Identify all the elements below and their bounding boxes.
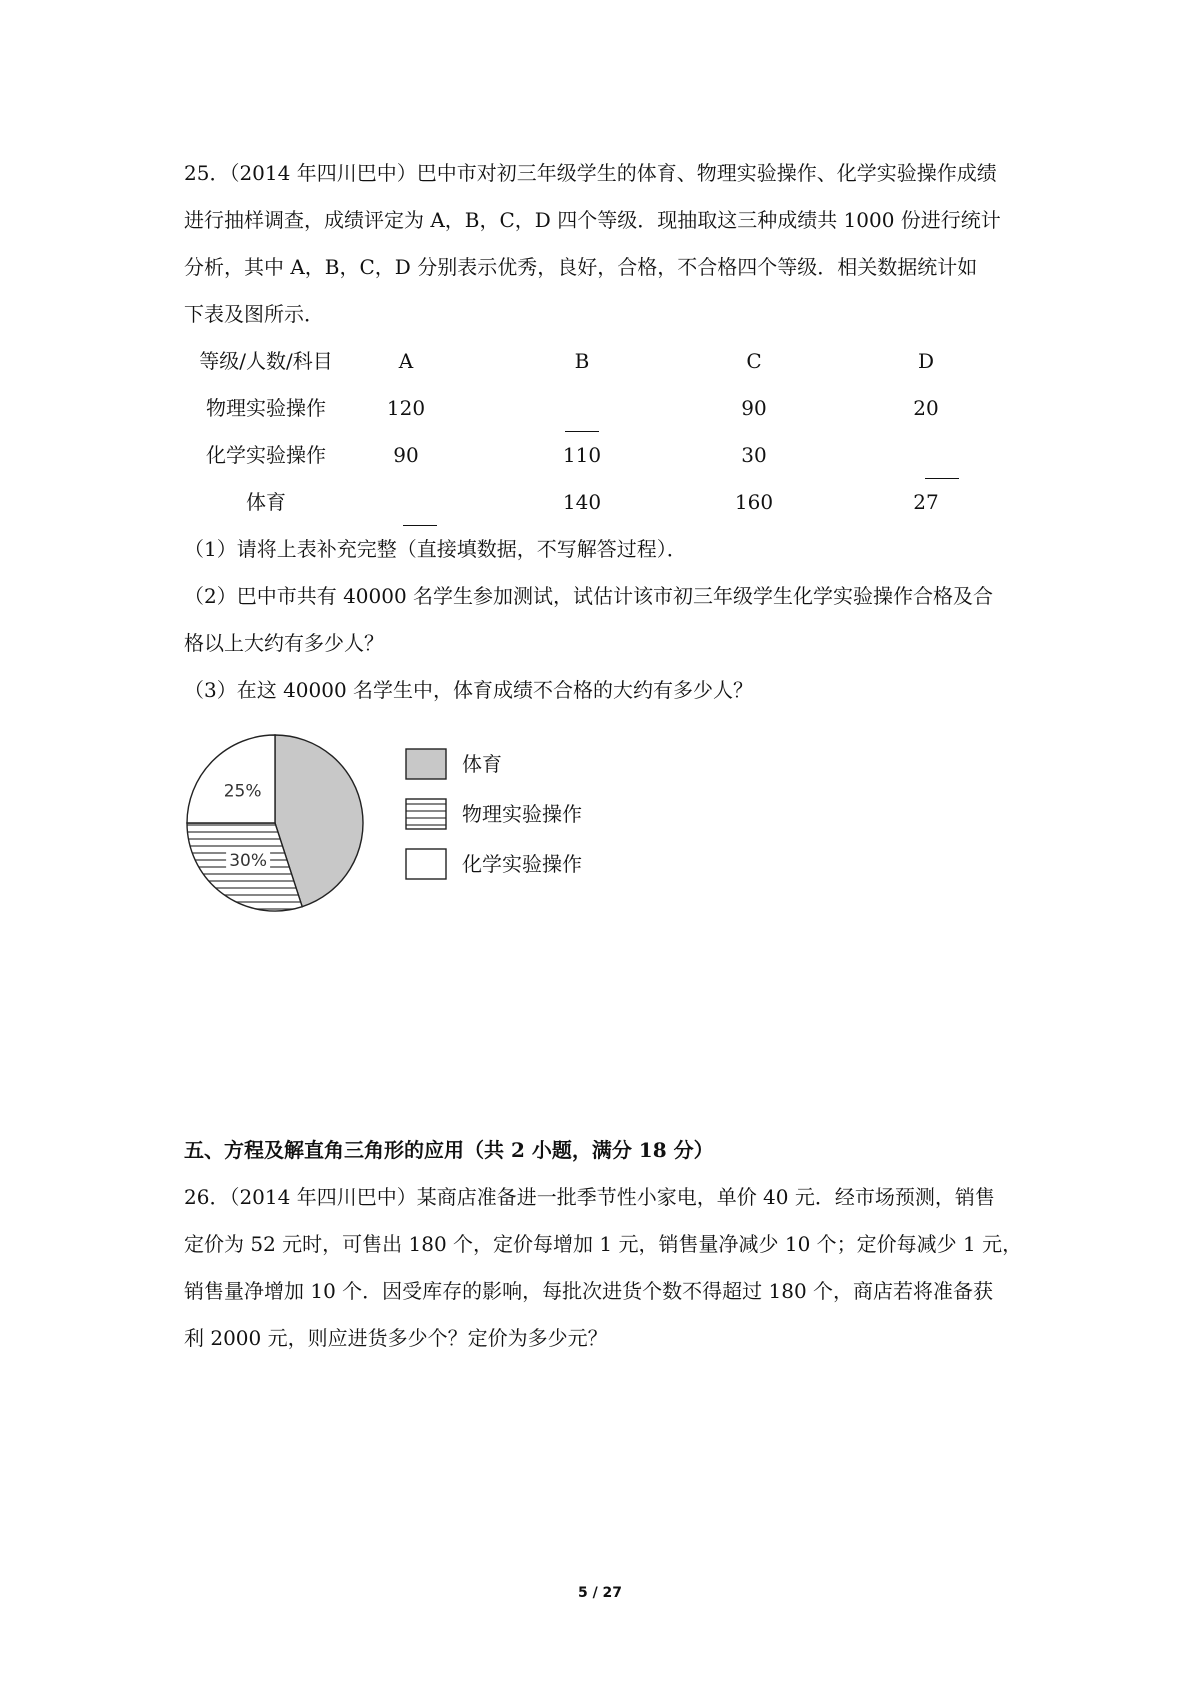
answer-blank: [403, 497, 437, 526]
legend-swatch: [406, 849, 446, 879]
answer-blank: [925, 450, 959, 479]
table-row: [184, 479, 1064, 526]
table-cell: 27: [913, 490, 939, 514]
table-header-row: [184, 338, 1064, 385]
table-row: [184, 385, 1064, 432]
table-cell: 20: [913, 396, 939, 420]
q25-text: [184, 150, 1030, 338]
pie-slice-label: 25%: [223, 781, 262, 802]
table-row: [184, 432, 1064, 479]
q26-text: [184, 1174, 1030, 1362]
sub-question-3: （3）在这 40000 名学生中，体育成绩不合格的大约有多少人？: [184, 678, 754, 702]
pie-slice: [187, 735, 275, 823]
table-cell: 90: [393, 443, 419, 467]
answer-blank: [565, 403, 599, 432]
q25-line: 25．（2014 年四川巴中）巴中市对初三年级学生的体育、物理实验操作、化学实验操作成绩: [184, 161, 997, 185]
table-cell: 140: [562, 490, 602, 514]
pie-slices: [187, 735, 363, 911]
pie-slice-label: 30%: [229, 851, 268, 872]
q26-line: 利 2000 元，则应进货多少个？定价为多少元？: [184, 1326, 608, 1350]
table-header-cell: D: [917, 349, 935, 373]
q26-line: 销售量净增加 10 个．因受库存的影响，每批次进货个数不得超过 180 个，商店若将准备获: [184, 1279, 994, 1303]
q25-subquestions: [184, 526, 1030, 714]
table-header-cell: A: [398, 349, 414, 373]
page-number: 5 / 27: [577, 1585, 623, 1601]
table-cell: 体育: [246, 490, 286, 514]
q26-line: 定价为 52 元时，可售出 180 个，定价每增加 1 元，销售量净减少 10 个；定价每减少 1 元，: [184, 1232, 1023, 1256]
sub-question-1: （1）请将上表补充完整（直接填数据，不写解答过程）．: [184, 537, 687, 561]
q26-line: 26．（2014 年四川巴中）某商店准备进一批季节性小家电，单价 40 元．经市场预测，销售: [184, 1185, 995, 1209]
table-cell: 90: [741, 396, 767, 420]
table-header-cell: B: [574, 349, 590, 373]
table-cell-blank: [382, 479, 458, 526]
table-cell: 120: [386, 396, 426, 420]
table-cell: 160: [734, 490, 774, 514]
q25-line: 进行抽样调查，成绩评定为 A，B，C，D 四个等级．现抽取这三种成绩共 1000 份进行统计: [184, 208, 1001, 232]
table-cell-blank: [544, 385, 620, 432]
table-cell: 物理实验操作: [206, 396, 326, 420]
table-header-cell: C: [746, 349, 762, 373]
table-cell: 110: [562, 443, 602, 467]
q25-line: 分析，其中 A，B，C，D 分别表示优秀，良好，合格，不合格四个等级．相关数据统计如: [184, 255, 978, 279]
table-header-cell: 等级/人数/科目: [199, 349, 333, 373]
pie-legend: [406, 749, 582, 879]
legend-label: 化学实验操作: [462, 852, 582, 876]
legend-label: 物理实验操作: [462, 802, 582, 826]
table-cell-blank: [904, 432, 980, 479]
section-heading: 五、方程及解直角三角形的应用（共 2 小题，满分 18 分）: [184, 1138, 714, 1162]
legend-swatch: [406, 799, 446, 829]
legend-label: 体育: [462, 752, 502, 776]
table-cell: 化学实验操作: [206, 443, 326, 467]
sub-question-2: （2）巴中市共有 40000 名学生参加测试，试估计该市初三年级学生化学实验操作合格及合: [184, 584, 994, 608]
legend-swatch: [406, 749, 446, 779]
pie-chart: [180, 726, 620, 926]
q25-line: 下表及图所示．: [184, 302, 324, 326]
sub-question-2-cont: 格以上大约有多少人？: [184, 631, 384, 655]
table-cell: 30: [741, 443, 767, 467]
